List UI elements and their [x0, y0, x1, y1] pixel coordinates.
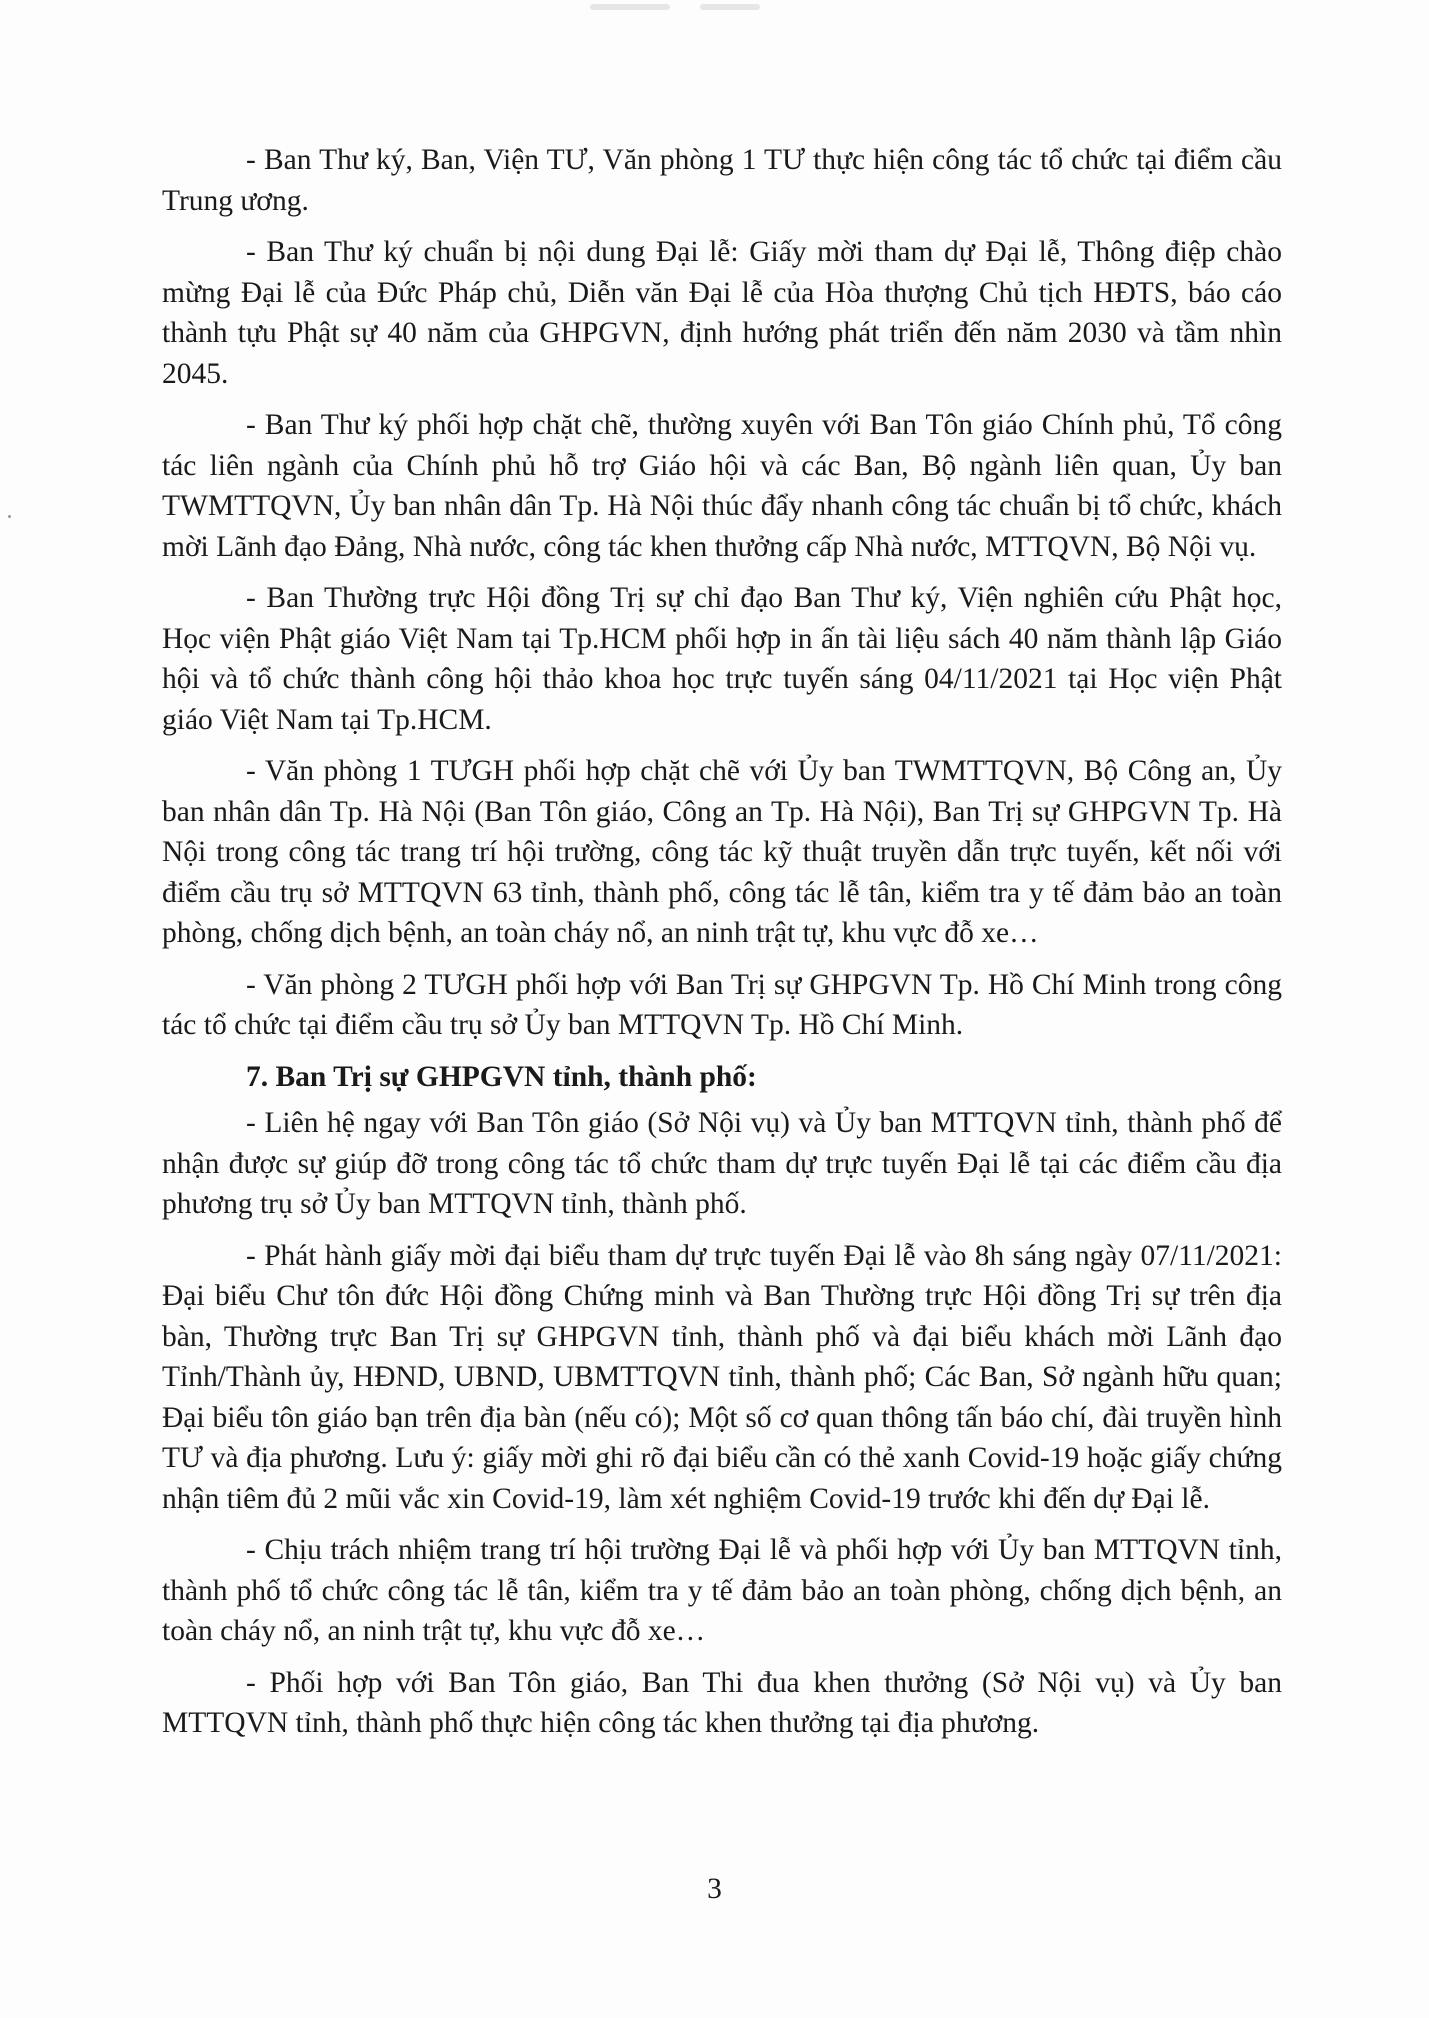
page-number: 3	[707, 1873, 722, 1905]
paragraph: - Phát hành giấy mời đại biểu tham dự trực tuyến Đại lễ vào 8h sáng ngày 07/11/2021: Đại biểu Chư tôn đức Hội đồng Chứng minh và Ban Thường trực Hội đồng Trị sự trên địa bàn, Thường trực Ban Trị sự GHPGVN tỉnh, thành phố và đại biểu khách mời Lãnh đạo Tỉnh/Thành ủy, HĐND, UBND, UBMTTQVN tỉnh, thành phố; Các Ban, Sở ngành hữu quan; Đại biểu tôn giáo bạn trên địa bàn (nếu có); Một số cơ quan thông tấn báo chí, đài truyền hình TƯ và địa phương. Lưu ý: giấy mời ghi rõ đại biểu cần có thẻ xanh Covid-19 hoặc giấy chứng nhận tiêm đủ 2 mũi vắc xin Covid-19, làm xét nghiệm Covid-19 trước khi đến dự Đại lễ.	[162, 1239, 1282, 1515]
scan-artifact	[700, 4, 760, 10]
paragraph: - Ban Thư ký phối hợp chặt chẽ, thường xuyên với Ban Tôn giáo Chính phủ, Tổ công tác liên ngành của Chính phủ hỗ trợ Giáo hội và các Ban, Bộ ngành liên quan, Ủy ban TWMTTQVN, Ủy ban nhân dân Tp. Hà Nội thúc đẩy nhanh công tác chuẩn bị tổ chức, khách mời Lãnh đạo Đảng, Nhà nước, công tác khen thưởng cấp Nhà nước, MTTQVN, Bộ Nội vụ.	[162, 409, 1282, 563]
paragraph: - Liên hệ ngay với Ban Tôn giáo (Sở Nội vụ) và Ủy ban MTTQVN tỉnh, thành phố để nhận được sự giúp đỡ trong công tác tổ chức tham dự trực tuyến Đại lễ tại các điểm cầu địa phương trụ sở Ủy ban MTTQVN tỉnh, thành phố.	[162, 1107, 1282, 1220]
paragraph: - Ban Thường trực Hội đồng Trị sự chỉ đạo Ban Thư ký, Viện nghiên cứu Phật học, Học viện Phật giáo Việt Nam tại Tp.HCM phối hợp in ấn tài liệu sách 40 năm thành lập Giáo hội và tổ chức thành công hội thảo khoa học trực tuyến sáng 04/11/2021 tại Học viện Phật giáo Việt Nam tại Tp.HCM.	[162, 582, 1282, 736]
paragraph: - Ban Thư ký, Ban, Viện TƯ, Văn phòng 1 TƯ thực hiện công tác tổ chức tại điểm cầu Trung ương.	[162, 144, 1282, 217]
section-heading: 7. Ban Trị sự GHPGVN tỉnh, thành phố:	[246, 1060, 757, 1093]
scan-artifact	[8, 515, 11, 518]
paragraph: - Ban Thư ký chuẩn bị nội dung Đại lễ: Giấy mời tham dự Đại lễ, Thông điệp chào mừng Đại lễ của Đức Pháp chủ, Diễn văn Đại lễ của Hòa thượng Chủ tịch HĐTS, báo cáo thành tựu Phật sự 40 năm của GHPGVN, định hướng phát triển đến năm 2030 và tầm nhìn 2045.	[162, 236, 1282, 390]
paragraph: - Văn phòng 2 TƯGH phối hợp với Ban Trị sự GHPGVN Tp. Hồ Chí Minh trong công tác tổ chức tại điểm cầu trụ sở Ủy ban MTTQVN Tp. Hồ Chí Minh.	[162, 968, 1282, 1041]
document-body	[162, 140, 1282, 1755]
paragraph: - Chịu trách nhiệm trang trí hội trường Đại lễ và phối hợp với Ủy ban MTTQVN tỉnh, thành phố tổ chức công tác lễ tân, kiểm tra y tế đảm bảo an toàn phòng, chống dịch bệnh, an toàn cháy nổ, an ninh trật tự, khu vực đỗ xe…	[162, 1534, 1282, 1647]
paragraph: - Phối hợp với Ban Tôn giáo, Ban Thi đua khen thưởng (Sở Nội vụ) và Ủy ban MTTQVN tỉnh, thành phố thực hiện công tác khen thưởng tại địa phương.	[162, 1666, 1282, 1739]
paragraph: - Văn phòng 1 TƯGH phối hợp chặt chẽ với Ủy ban TWMTTQVN, Bộ Công an, Ủy ban nhân dân Tp. Hà Nội (Ban Tôn giáo, Công an Tp. Hà Nội), Ban Trị sự GHPGVN Tp. Hà Nội trong công tác trang trí hội trường, công tác kỹ thuật truyền dẫn trực tuyến, kết nối với điểm cầu trụ sở MTTQVN 63 tỉnh, thành phố, công tác lễ tân, kiểm tra y tế đảm bảo an toàn phòng, chống dịch bệnh, an toàn cháy nổ, an ninh trật tự, khu vực đỗ xe…	[162, 755, 1282, 949]
scan-artifact	[590, 4, 670, 10]
